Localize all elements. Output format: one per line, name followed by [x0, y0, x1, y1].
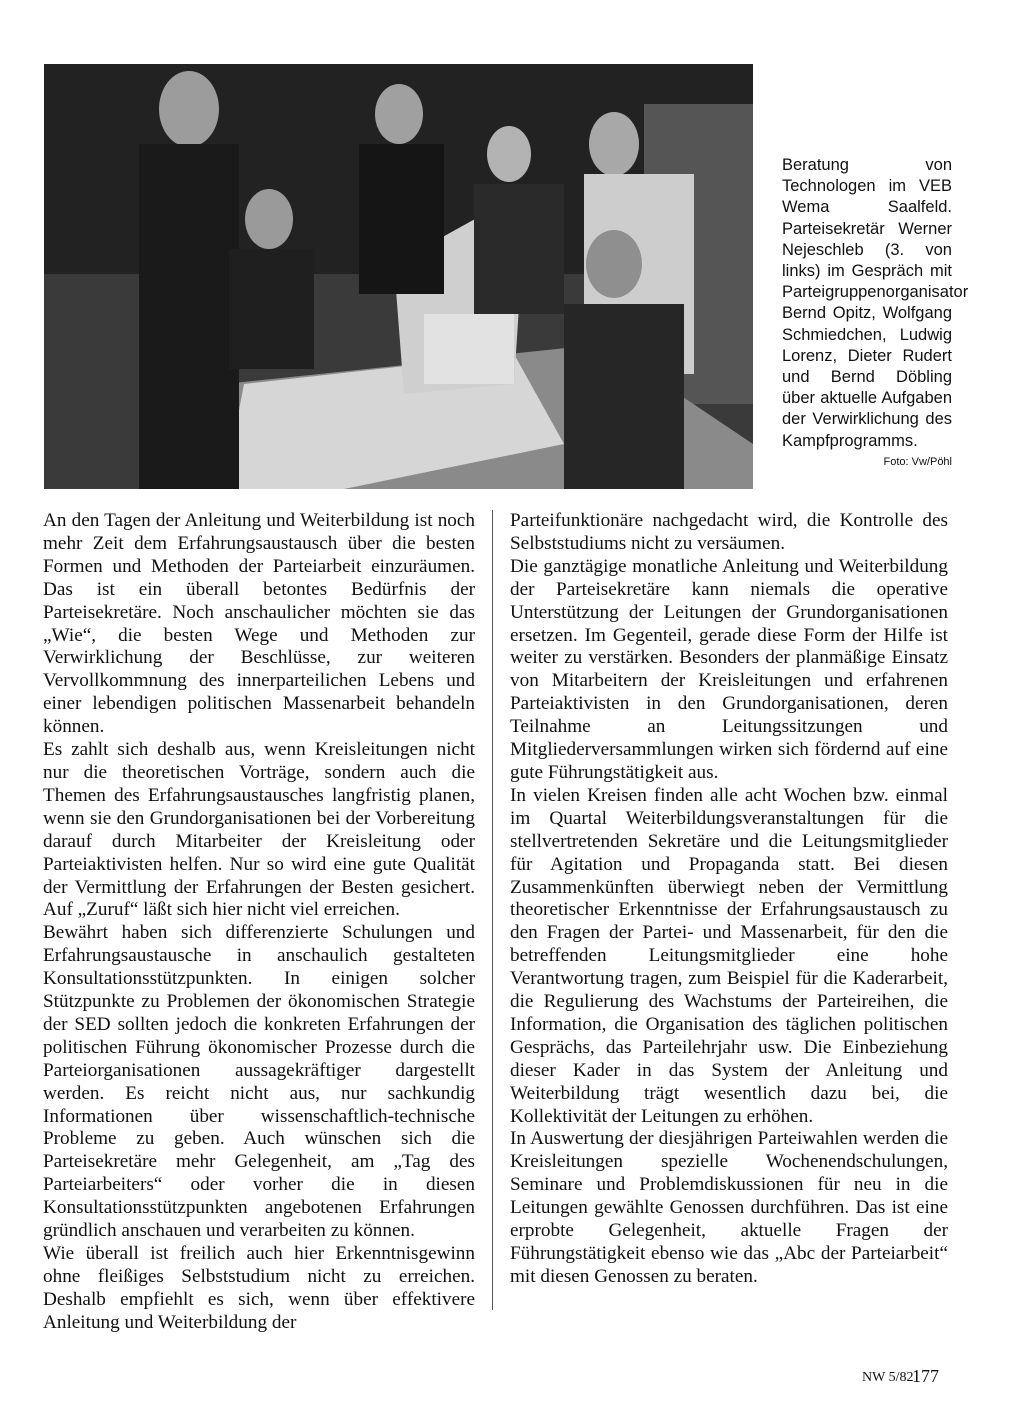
article-column-right — [510, 510, 948, 1289]
photo-caption — [782, 155, 969, 469]
page-number: 177 — [912, 1366, 939, 1386]
paragraph: Die ganztägige monatliche Anleitung und Weiterbildung der Parteisekretäre kann niemals die operative Unterstützung der Leitungen der Grundorganisationen ersetzen. Im Gegenteil, gerade diese Form der Hilfe ist weiter zu verstärken. Besonders der planmäßige Einsatz von Mitarbeitern der Kreisleitungen und erfahrenen Parteiaktivisten in den Grundorganisationen, deren Teilnahme an Leitungssitzungen und Mitgliederversammlungen wirken sich fördernd auf eine gute Führungstätigkeit aus. — [510, 555, 948, 783]
paragraph: Es zahlt sich deshalb aus, wenn Kreisleitungen nicht nur die theoretischen Vorträge, sondern auch die Themen des Erfahrungsaustausches langfristig planen, wenn sie den Grundorganisationen bei der Vorbereitung darauf durch Mitarbeiter der Kreisleitung oder Parteiaktivisten helfen. Nur so wird eine gute Qualität der Vermittlung der Erfahrungen der Besten gesichert. Auf „Zuruf“ läßt sich hier nicht viel erreichen. — [43, 739, 475, 921]
photo-illustration — [44, 64, 753, 489]
paragraph: Bewährt haben sich differenzierte Schulungen und Erfahrungsaustausche in anschaulich gestalteten Konsultationsstützpunkten. In einigen solcher Stützpunkte zu Problemen der ökonomischen Strategie der SED sollten jedoch die konkreten Erfahrungen der politischen Führung ökonomischer Prozesse durch die Parteiorganisationen aussagekräftiger dargestellt werden. Es reicht nicht aus, nur sachkundig Informationen über wissenschaftlich-technische Probleme zu geben. Auch wünschen sich die Parteisekretäre mehr Gelegenheit, am „Tag des Parteiarbeiters“ oder vorher die in diesen Konsultationsstützpunkten angebotenen Erfahrungen gründlich anschauen und verarbeiten zu können. — [43, 922, 475, 1242]
photo-credit: Foto: Vw/Pöhl — [883, 455, 952, 468]
article-photo — [44, 64, 753, 489]
caption-text: Beratung von Technologen im VEB Wema Saalfeld. Parteisekretär Werner Nejeschleb (3. von links) im Gespräch mit Parteigruppenorganisator Bernd Opitz, Wolfgang Schmiedchen, Ludwig Lorenz, Dieter Rudert und Bernd Döbling über aktuelle Aufgaben der Verwirklichung des Kampfprogramms. — [782, 156, 969, 450]
paragraph: An den Tagen der Anleitung und Weiterbildung ist noch mehr Zeit dem Erfahrungsaustausch über die besten Formen und Methoden der Parteiarbeit einzuräumen. Das ist ein überall betontes Bedürfnis der Parteisekretäre. Noch anschaulicher möchten sie das „Wie“, die besten Wege und Methoden zur Verwirklichung der Beschlüsse, zur weiteren Vervollkommnung des innerparteilichen Lebens und einer lebendigen politischen Massenarbeit behandeln können. — [43, 510, 475, 738]
column-divider — [492, 510, 493, 1310]
paragraph: In Auswertung der diesjährigen Parteiwahlen werden die Kreisleitungen spezielle Wochenendschulungen, Seminare und Problemdiskussionen für neu in die Leitungen gewählte Genossen durchführen. Das ist eine erprobte Gelegenheit, aktuelle Fragen der Führungstätigkeit ebenso wie das „Abc der Parteiarbeit“ mit diesen Genossen zu beraten. — [510, 1128, 948, 1287]
paragraph: Wie überall ist freilich auch hier Erkenntnisgewinn ohne fleißiges Selbststudium nicht zu erreichen. Deshalb empfiehlt es sich, wenn über effektivere Anleitung und Weiterbildung der — [43, 1243, 475, 1333]
article-column-left — [43, 510, 475, 1335]
paragraph: In vielen Kreisen finden alle acht Wochen bzw. einmal im Quartal Weiterbildungsveranstaltungen für die stellvertretenden Sekretäre und die Leitungsmitglieder für Agitation und Propaganda statt. Bei diesen Zusammenkünften überwiegt neben der Vermittlung theoretischer Erkenntnisse der Erfahrungsaustausch zu den Fragen der Partei- und Massenarbeit, für den die betreffenden Leitungsmitglieder eine hohe Verantwortung tragen, zum Beispiel für die Kaderarbeit, die Regulierung des Wachstums der Parteireihen, die Information, die Organisation des täglichen politischen Gesprächs, das Parteilehrjahr usw. Die Einbeziehung dieser Kader in das System der Anleitung und Weiterbildung trägt wesentlich dazu bei, die Kollektivität der Leitungen zu erhöhen. — [510, 784, 948, 1127]
issue-reference: NW 5/82 — [862, 1370, 914, 1385]
paragraph: Parteifunktionäre nachgedacht wird, die Kontrolle des Selbststudiums nicht zu versäumen. — [510, 510, 948, 554]
